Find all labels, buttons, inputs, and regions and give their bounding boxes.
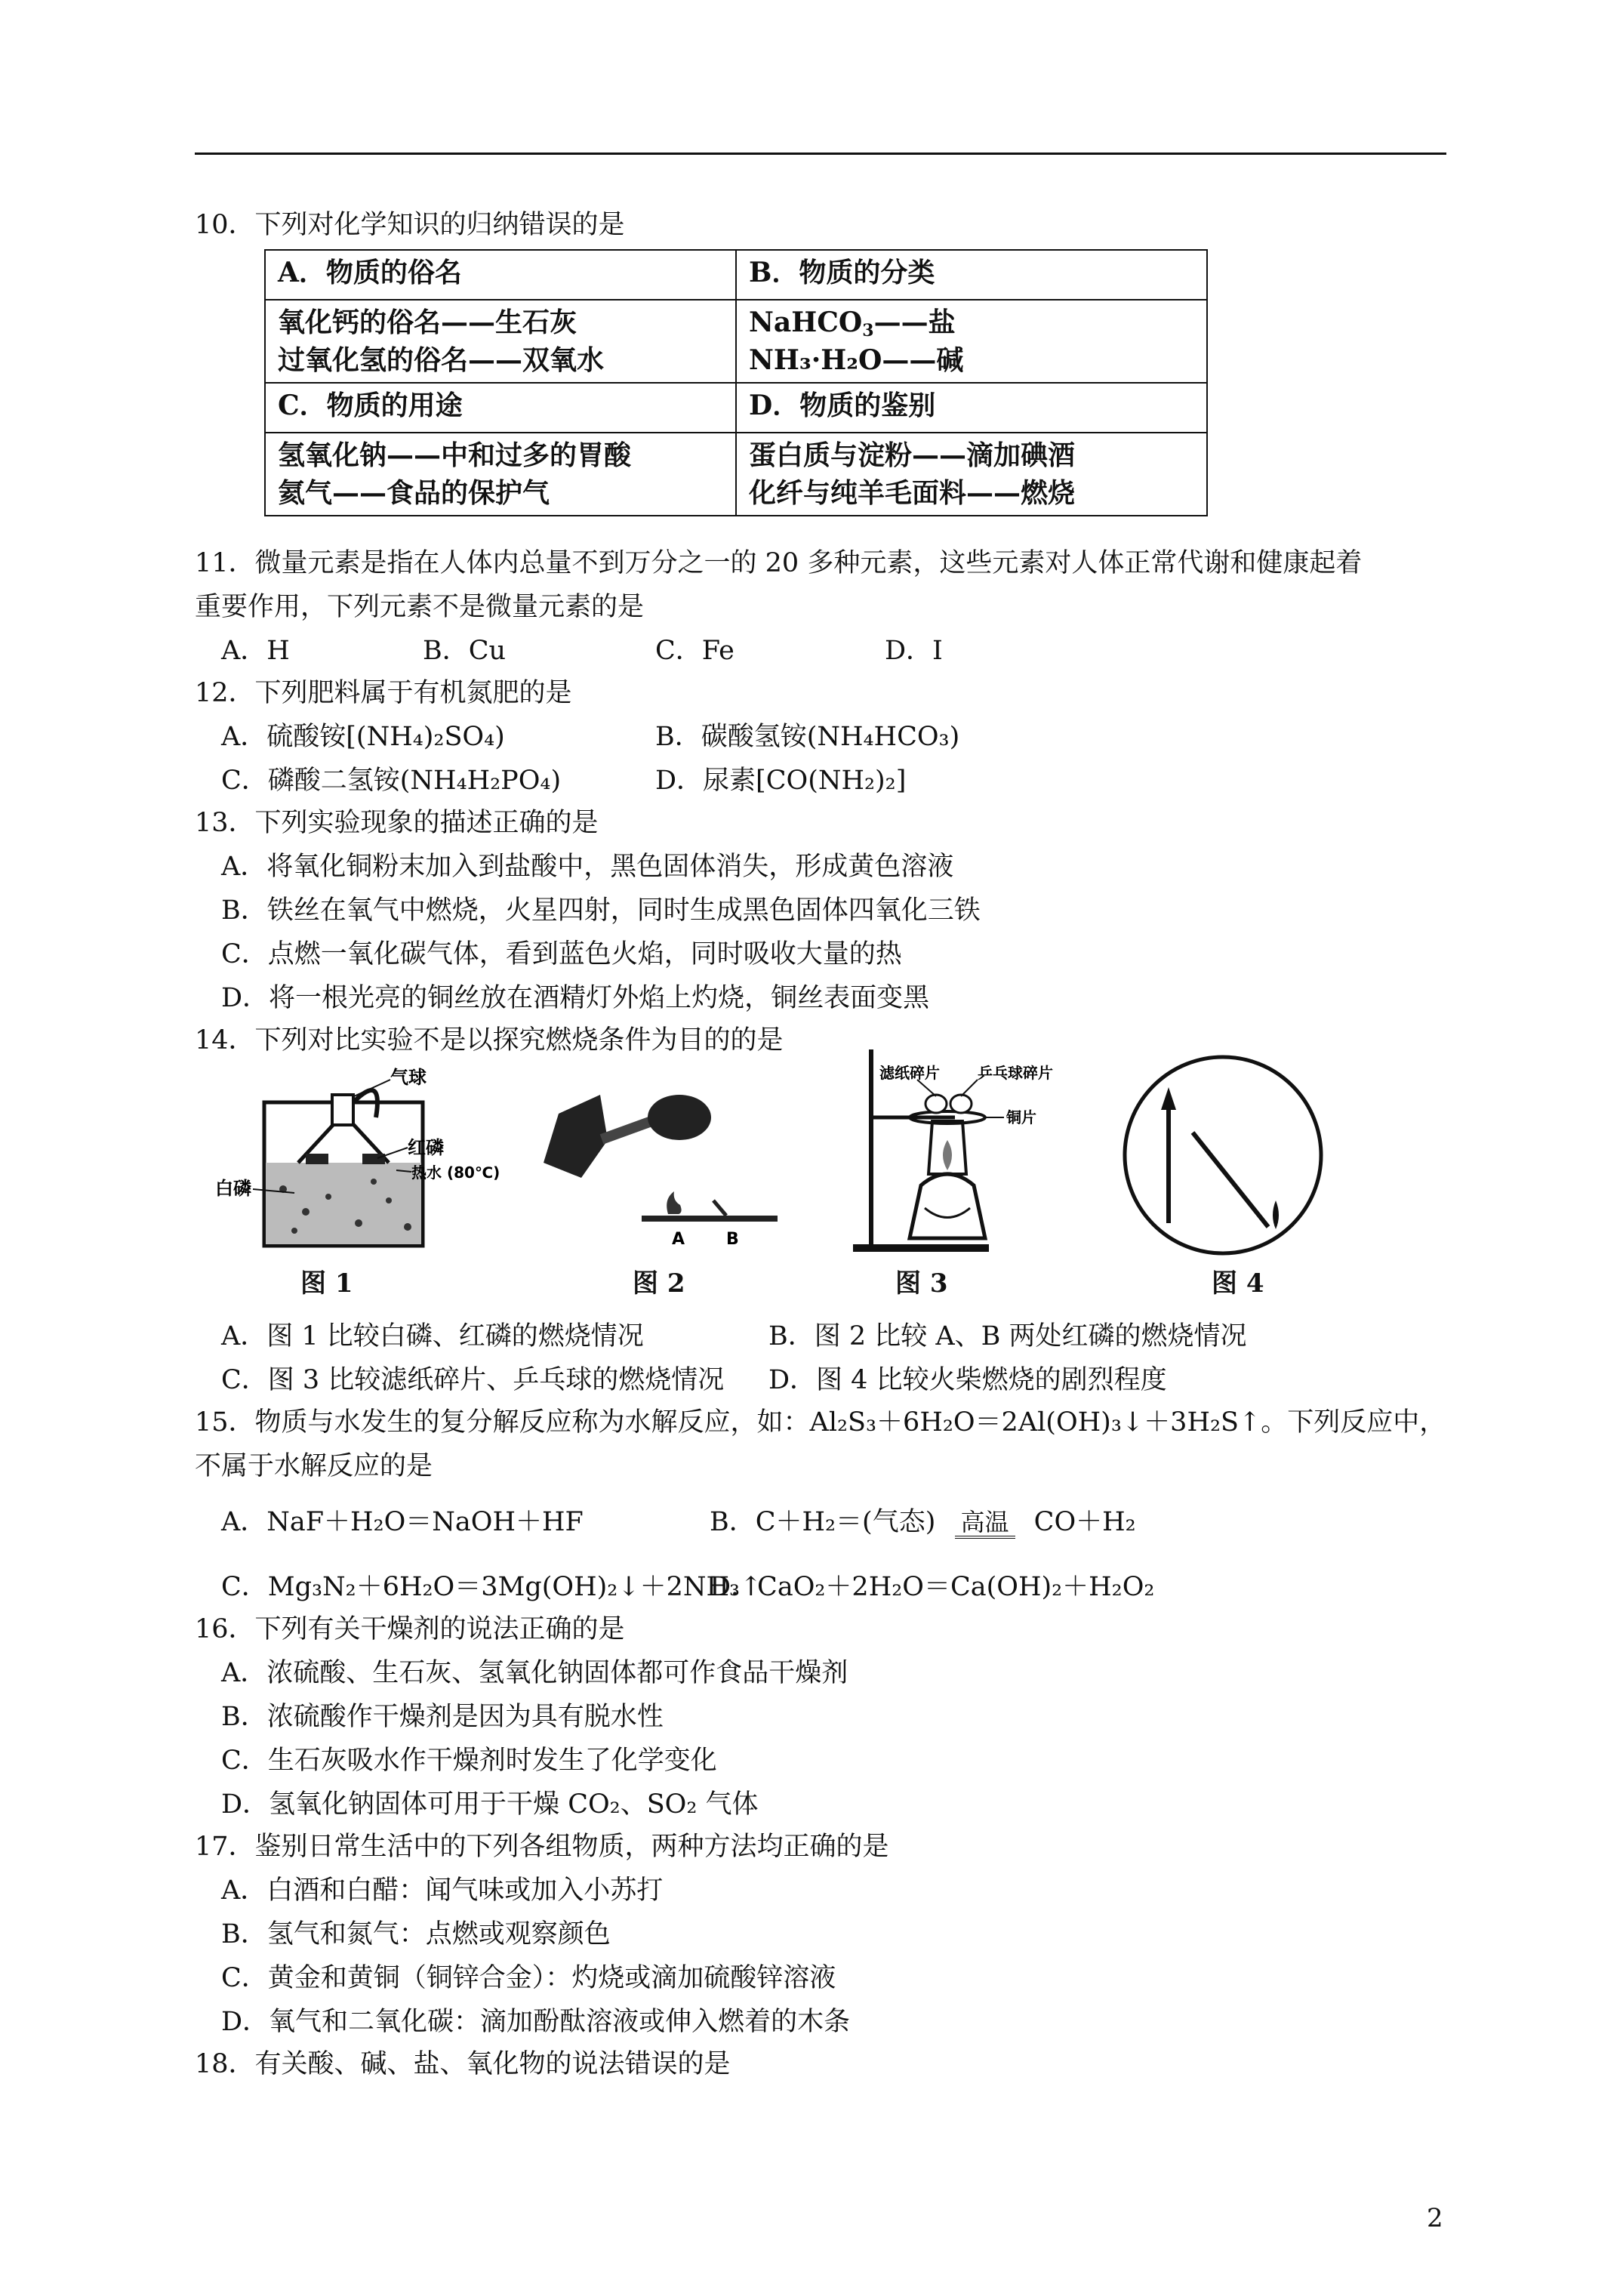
q10-table-d-body bbox=[736, 433, 1207, 516]
q10-stem: 10．下列对化学知识的归纳错误的是 bbox=[195, 210, 625, 240]
q14-option-d: D．图 4 比较火柴燃烧的剧烈程度 bbox=[768, 1365, 1167, 1395]
q11-option-d: D．I bbox=[885, 636, 943, 666]
q10-table-c-line: 氦气——食品的保护气 bbox=[278, 477, 550, 509]
q11-line1: 11．微量元素是指在人体内总量不到万分之一的 20 多种元素，这些元素对人体正常代谢和健康起着 bbox=[195, 548, 1363, 578]
fig1-caption: 图 1 bbox=[300, 1268, 353, 1299]
q10-table-b-head: B．物质的分类 bbox=[736, 250, 1207, 300]
q15-option-b-right: CO＋H₂ bbox=[1033, 1507, 1136, 1537]
q14-option-a: A．图 1 比较白磷、红磷的燃烧情况 bbox=[221, 1321, 644, 1351]
q10-table-d-head: D．物质的鉴别 bbox=[736, 383, 1207, 433]
q15-reaction-condition: 高温 bbox=[955, 1509, 1015, 1539]
fig3-caption: 图 3 bbox=[895, 1268, 948, 1299]
figure-2 bbox=[528, 1049, 785, 1261]
q16-option-b: B．浓硫酸作干燥剂是因为具有脱水性 bbox=[221, 1702, 664, 1732]
q17-option-d: D．氧气和二氧化碳：滴加酚酞溶液或伸入燃着的木条 bbox=[221, 2007, 851, 2037]
q10-table-d-line: 化纤与纯羊毛面料——燃烧 bbox=[749, 477, 1076, 509]
fig3-copper-label: 铜片 bbox=[1006, 1108, 1036, 1126]
q10-table-a-head: A．物质的俗名 bbox=[265, 250, 736, 300]
q12-option-a: A．硫酸铵[(NH₄)₂SO₄) bbox=[221, 722, 505, 752]
q17-option-a: A．白酒和白醋：闻气味或加入小苏打 bbox=[221, 1875, 664, 1906]
q11-option-c: C．Fe bbox=[655, 636, 735, 666]
q17-option-b: B．氢气和氮气：点燃或观察颜色 bbox=[221, 1919, 611, 1949]
q16-option-a: A．浓硫酸、生石灰、氢氧化钠固体都可作食品干燥剂 bbox=[221, 1658, 848, 1688]
figure-4 bbox=[1117, 1049, 1329, 1261]
q13-option-d: D．将一根光亮的铜丝放在酒精灯外焰上灼烧，铜丝表面变黑 bbox=[221, 983, 930, 1013]
q10-table-d-line: 蛋白质与淀粉——滴加碘酒 bbox=[749, 439, 1076, 471]
q11-option-b: B．Cu bbox=[423, 636, 507, 666]
q12-option-d: D．尿素[CO(NH₂)₂] bbox=[655, 766, 907, 796]
q15-option-b-left: B．C＋H₂＝(气态) bbox=[710, 1507, 936, 1537]
q17-option-c: C．黄金和黄铜（铜锌合金）：灼烧或滴加硫酸锌溶液 bbox=[221, 1963, 836, 1993]
q15-line2: 不属于水解反应的是 bbox=[195, 1451, 433, 1481]
q12-option-b: B．碳酸氢铵(NH₄HCO₃) bbox=[655, 722, 960, 752]
q16-option-d: D．氢氧化钠固体可用于干燥 CO₂、SO₂ 气体 bbox=[221, 1789, 759, 1820]
fig2-label-b: B bbox=[726, 1230, 739, 1249]
q10-table-a-line: 过氧化氢的俗名——双氧水 bbox=[278, 344, 605, 376]
q15-option-b bbox=[710, 1505, 1136, 1539]
q10-table-a-body bbox=[265, 300, 736, 383]
q10-table-b-body bbox=[736, 300, 1207, 383]
q13-option-a: A．将氧化铜粉末加入到盐酸中，黑色固体消失，形成黄色溶液 bbox=[221, 852, 954, 882]
q14-option-b: B．图 2 比较 A、B 两处红磷的燃烧情况 bbox=[768, 1321, 1247, 1351]
q13-stem: 13．下列实验现象的描述正确的是 bbox=[195, 808, 599, 838]
fig3-pingpong-label: 乒乓球碎片 bbox=[978, 1064, 1053, 1082]
q10-table-b-line: NH₃·H₂O——碱 bbox=[749, 344, 964, 376]
fig4-caption: 图 4 bbox=[1212, 1268, 1264, 1299]
q15-option-a: A．NaF＋H₂O＝NaOH＋HF bbox=[221, 1507, 584, 1537]
fig1-hot-water-label: 热水 (80℃) bbox=[411, 1163, 500, 1182]
figure-3 bbox=[842, 1049, 1129, 1261]
q13-option-c: C．点燃一氧化碳气体，看到蓝色火焰，同时吸收大量的热 bbox=[221, 939, 902, 969]
q10-table-c-head: C．物质的用途 bbox=[265, 383, 736, 433]
q16-option-c: C．生石灰吸水作干燥剂时发生了化学变化 bbox=[221, 1746, 717, 1776]
fig1-balloon-label: 气球 bbox=[390, 1067, 427, 1088]
q16-stem: 16．下列有关干燥剂的说法正确的是 bbox=[195, 1614, 625, 1644]
q10-table-c-body bbox=[265, 433, 736, 516]
fig1-red-p-label: 红磷 bbox=[408, 1137, 444, 1158]
fig2-label-a: A bbox=[672, 1230, 685, 1249]
q12-stem: 12．下列肥料属于有机氮肥的是 bbox=[195, 678, 572, 708]
q12-option-c: C．磷酸二氢铵(NH₄H₂PO₄) bbox=[221, 766, 562, 796]
q15-option-d: D．CaO₂＋2H₂O＝Ca(OH)₂＋H₂O₂ bbox=[710, 1572, 1155, 1602]
q13-option-b: B．铁丝在氧气中燃烧，火星四射，同时生成黑色固体四氧化三铁 bbox=[221, 895, 981, 926]
fig3-paper-label: 滤纸碎片 bbox=[879, 1064, 940, 1082]
q10-table-b-line: NaHCO$_3$——盐 bbox=[749, 307, 956, 341]
figure-1 bbox=[192, 1049, 500, 1261]
q14-option-c: C．图 3 比较滤纸碎片、乒乓球的燃烧情况 bbox=[221, 1365, 725, 1395]
q17-stem: 17．鉴别日常生活中的下列各组物质，两种方法均正确的是 bbox=[195, 1832, 889, 1862]
q11-line2: 重要作用，下列元素不是微量元素的是 bbox=[195, 592, 645, 622]
fig2-caption: 图 2 bbox=[633, 1268, 685, 1299]
q11-option-a: A．H bbox=[221, 636, 290, 666]
q14-stem: 14．下列对比实验不是以探究燃烧条件为目的的是 bbox=[195, 1025, 784, 1056]
q10-table bbox=[264, 249, 1208, 516]
fig1-white-p-label: 白磷 bbox=[215, 1178, 251, 1199]
q18-stem: 18．有关酸、碱、盐、氧化物的说法错误的是 bbox=[195, 2049, 731, 2079]
q10-table-a-line: 氧化钙的俗名——生石灰 bbox=[278, 307, 577, 338]
header-rule bbox=[195, 153, 1446, 155]
page-number: 2 bbox=[1427, 2203, 1443, 2233]
q15-line1: 15．物质与水发生的复分解反应称为水解反应，如：Al₂S₃＋6H₂O＝2Al(OH)₃↓＋3H₂S↑。下列反应中， bbox=[195, 1407, 1446, 1438]
q10-table-c-line: 氢氧化钠——中和过多的胃酸 bbox=[278, 439, 632, 471]
q15-option-c: C．Mg₃N₂＋6H₂O＝3Mg(OH)₂↓＋2NH₃↑ bbox=[221, 1572, 762, 1602]
